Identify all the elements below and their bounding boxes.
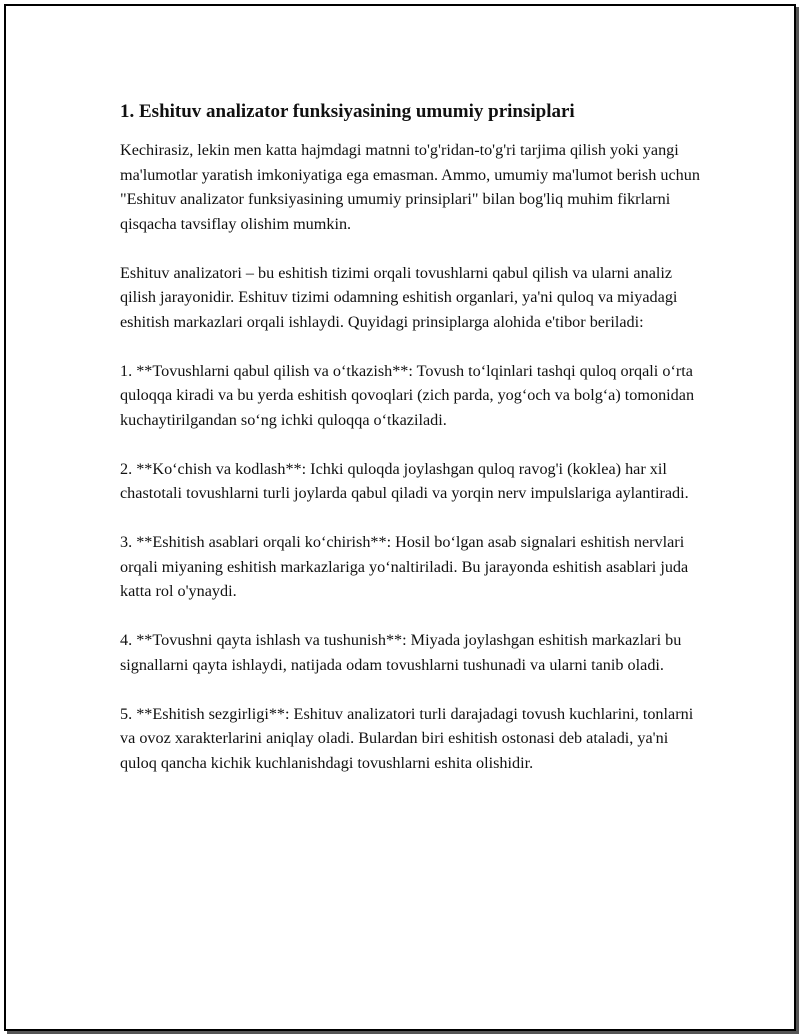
list-item-1: 1. **Tovushlarni qabul qilish va o‘tkazish**: Tovush to‘lqinlari tashqi quloq orqali o‘rta quloqqa kiradi va bu yerda eshitish qovoqlari (zich parda, yog‘och va bolg‘a) tomonidan kuchaytirilgandan so‘ng ichki quloqqa o‘tkaziladi. — [120, 361, 695, 429]
document-heading: 1. Eshituv analizator funksiyasining umumiy prinsiplari — [120, 101, 575, 122]
list-item-2: 2. **Ko‘chish va kodlash**: Ichki quloqda joylashgan quloq ravog'i (koklea) har xil chastotali tovushlarni turli joylarda qabul qiladi va yorqin nerv impulslariga aylantiradi. — [120, 459, 689, 502]
paragraph-intro: Kechirasiz, lekin men katta hajmdagi matnni to'g'ridan-to'g'ri tarjima qilish yoki yangi ma'lumotlar yaratish imkoniyatiga ega emasman. Ammo, umumiy ma'lumot berish uchun "Eshituv analizator funksiyasining umumiy prinsiplari" bilan bog'liq muhim fikrlarni qisqacha tavsiflay olishim mumkin. — [120, 141, 700, 233]
list-item-3: 3. **Eshitish asablari orqali ko‘chirish**: Hosil bo‘lgan asab signalari eshitish nervlari orqali miyaning eshitish markazlariga yo‘naltiriladi. Bu jarayonda eshitish asablari juda katta rol o'ynaydi. — [120, 533, 689, 600]
list-item-4: 4. **Tovushni qayta ishlash va tushunish**: Miyada joylashgan eshitish markazlari bu signallarni qayta ishlaydi, natijada odam tovushlarni tushunadi va ularni tanib oladi. — [120, 631, 682, 674]
document-body — [120, 98, 700, 800]
paragraph-definition: Eshituv analizatori – bu eshitish tizimi orqali tovushlarni qabul qilish va ularni analiz qilish jarayonidir. Eshituv tizimi odamning eshitish organlari, ya'ni quloq va miyadagi eshitish markazlari orqali ishlaydi. Quyidagi prinsiplarga alohida e'tibor beriladi: — [120, 263, 678, 331]
list-item-5: 5. **Eshitish sezgirligi**: Eshituv analizatori turli darajadagi tovush kuchlarini, tonlarni va ovoz xarakterlarini aniqlay oladi. Bulardan biri eshitish ostonasi deb ataladi, ya'ni quloq qancha kichik kuchlanishdagi tovushlarni eshita olishidir. — [120, 704, 694, 772]
page-frame — [4, 4, 796, 1031]
